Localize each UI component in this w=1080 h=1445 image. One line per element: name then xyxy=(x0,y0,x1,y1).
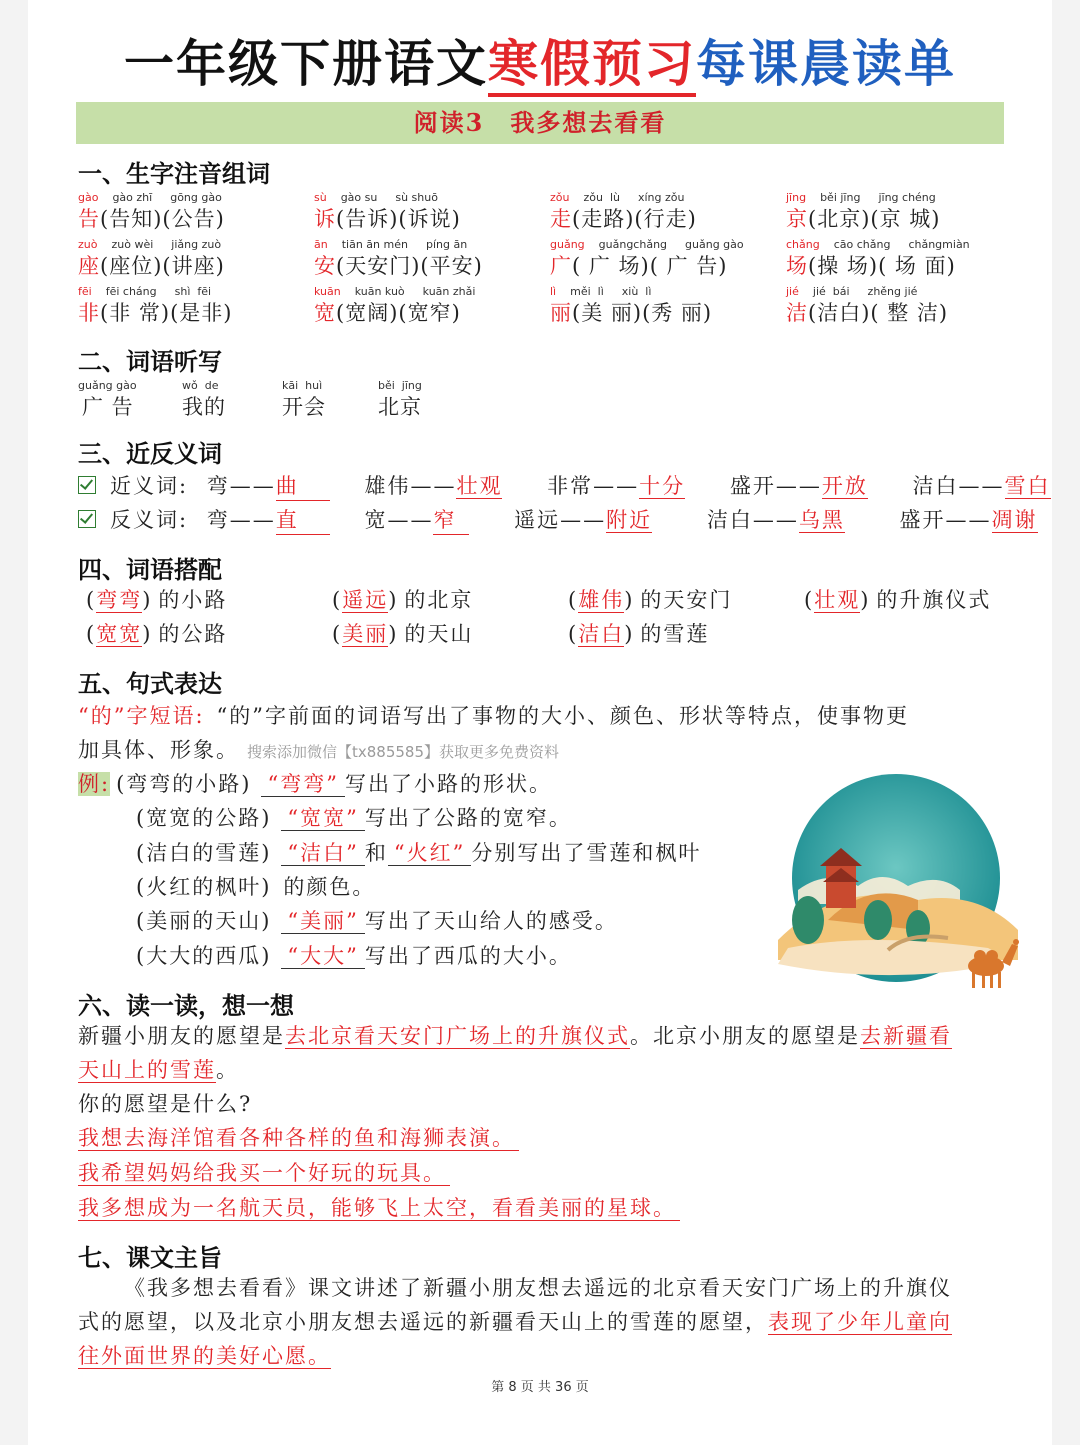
character-entry: zuò zuò wèi jiǎng zuò 座(座位)(讲座) xyxy=(78,238,225,278)
new-character: 座 xyxy=(78,254,100,278)
section-7-title: 七、课文主旨 xyxy=(78,1244,222,1272)
character-entry: chǎng cāo chǎng chǎngmiàn 场(操 场)( 场 面) xyxy=(786,238,970,278)
example-line: (宽宽的公路) “宽宽” 写出了公路的宽窄。 xyxy=(136,806,572,831)
wish-paragraph-line-1: 新疆小朋友的愿望是去北京看天安门广场上的升旗仪式。北京小朋友的愿望是去新疆看 xyxy=(78,1024,952,1048)
dictation-word: wǒ de 我的 xyxy=(182,379,226,419)
collocation-item: (壮观) 的升旗仪式 xyxy=(804,588,992,612)
example-line: (洁白的雪莲) “洁白” 和 “火红” 分别写出了雪莲和枫叶 xyxy=(136,840,702,865)
example-line: (美丽的天山) “美丽” 写出了天山给人的感受。 xyxy=(136,909,618,934)
character-entry: sù gào su sù shuō 诉(告诉)(诉说) xyxy=(314,191,461,231)
section-6-title: 六、读一读，想一想 xyxy=(78,992,294,1020)
xinjiang-illustration-icon xyxy=(768,770,1028,1000)
character-row xyxy=(78,190,1018,236)
character-entry: ān tiān ān mén píng ān 安(天安门)(平安) xyxy=(314,238,483,278)
wish-answer-2: 我希望妈妈给我买一个好玩的玩具。 xyxy=(78,1157,450,1187)
antonym-row: 反义词: 弯——直 宽——窄 遥远——附近 洁白——乌黑 盛开——凋谢 xyxy=(78,504,1038,535)
wish-paragraph-line-2: 天山上的雪莲。 xyxy=(78,1058,239,1082)
section-2-title: 二、词语听写 xyxy=(78,348,222,376)
character-row xyxy=(78,237,1018,283)
new-character: 告 xyxy=(78,207,100,231)
new-character: 安 xyxy=(314,254,336,278)
character-entry: gào gào zhī gōng gào 告(告知)(公告) xyxy=(78,191,225,231)
character-entry: guǎng guǎngchǎng guǎng gào 广( 广 场)( 广 告) xyxy=(550,238,744,278)
summary-line-1: 《我多想去看看》课文讲述了新疆小朋友想去遥远的北京看天安门广场上的升旗仪 xyxy=(124,1276,952,1300)
example-line: 例: (弯弯的小路) “弯弯” 写出了小路的形状。 xyxy=(78,772,552,796)
new-character: 丽 xyxy=(550,301,572,325)
character-entry: fēi fēi cháng shì fēi 非(非 常)(是非) xyxy=(78,285,233,325)
dictation-word: kāi huì 开会 xyxy=(282,379,326,419)
new-character: 场 xyxy=(786,254,808,278)
summary-line-2: 式的愿望，以及北京小朋友想去遥远的新疆看天山上的雪莲的愿望，表现了少年儿童向 xyxy=(78,1310,952,1334)
collocation-item: (雄伟) 的天安门 xyxy=(568,588,733,612)
watermark-text: 搜索添加微信【tx885585】获取更多免费资料 xyxy=(247,743,560,761)
character-entry: zǒu zǒu lù xíng zǒu 走(走路)(行走) xyxy=(550,191,697,231)
wish-answer-1: 我想去海洋馆看各种各样的鱼和海狮表演。 xyxy=(78,1122,519,1152)
character-entry: jié jié bái zhěng jié 洁(洁白)( 整 洁) xyxy=(786,285,949,325)
new-character: 非 xyxy=(78,301,100,325)
checkbox-icon xyxy=(78,476,96,494)
lesson-banner: 阅读3 我多想去看看 xyxy=(76,102,1004,144)
section-5-title: 五、句式表达 xyxy=(78,670,222,698)
section-1-title: 一、生字注音组词 xyxy=(78,160,270,188)
worksheet-page xyxy=(28,0,1052,1445)
de-phrase-rule-cont: 加具体、形象。 搜索添加微信【tx885585】获取更多免费资料 xyxy=(78,738,560,762)
new-character: 诉 xyxy=(314,207,336,231)
section-3-title: 三、近反义词 xyxy=(78,440,222,468)
collocation-item: (宽宽) 的公路 xyxy=(86,622,228,646)
section-4-title: 四、词语搭配 xyxy=(78,556,222,584)
de-phrase-rule: “的”字短语: “的”字前面的词语写出了事物的大小、颜色、形状等特点，使事物更 xyxy=(78,704,910,728)
dictation-word: běi jīng 北京 xyxy=(378,379,422,419)
checkbox-icon xyxy=(78,510,96,528)
summary-line-3: 往外面世界的美好心愿。 xyxy=(78,1344,331,1368)
new-character: 宽 xyxy=(314,301,336,325)
example-label: 例: xyxy=(78,772,111,796)
new-character: 走 xyxy=(550,207,572,231)
new-character: 广 xyxy=(550,254,572,278)
wish-question: 你的愿望是什么? xyxy=(78,1092,253,1116)
character-entry: lì měi lì xiù lì 丽(美 丽)(秀 丽) xyxy=(550,285,713,325)
character-entry: jīng běi jīng jīng chéng 京(北京)(京 城) xyxy=(786,191,941,231)
page-title: 一年级下册语文寒假预习每课晨读单 xyxy=(28,24,1052,96)
new-character: 京 xyxy=(786,207,808,231)
page-number: 第 8 页 共 36 页 xyxy=(491,1380,589,1395)
example-line: (大大的西瓜) “大大” 写出了西瓜的大小。 xyxy=(136,943,572,968)
collocation-item: (弯弯) 的小路 xyxy=(86,588,228,612)
wish-answer-3: 我多想成为一名航天员，能够飞上太空，看看美丽的星球。 xyxy=(78,1192,680,1222)
new-character: 洁 xyxy=(786,301,808,325)
dictation-row xyxy=(78,378,1018,424)
dictation-word: guǎng gào 广 告 xyxy=(78,379,137,419)
character-row xyxy=(78,284,1018,330)
collocation-item: (美丽) 的天山 xyxy=(332,622,474,646)
collocation-item: (洁白) 的雪莲 xyxy=(568,622,710,646)
synonym-row: 近义词: 弯——曲 雄伟——壮观 非常——十分 盛开——开放 洁白——雪白 xyxy=(78,470,1051,501)
character-entry: kuān kuān kuò kuān zhǎi 宽(宽阔)(宽窄) xyxy=(314,285,476,325)
example-line: (火红的枫叶) 的颜色。 xyxy=(136,874,376,899)
collocation-item: (遥远) 的北京 xyxy=(332,588,474,612)
